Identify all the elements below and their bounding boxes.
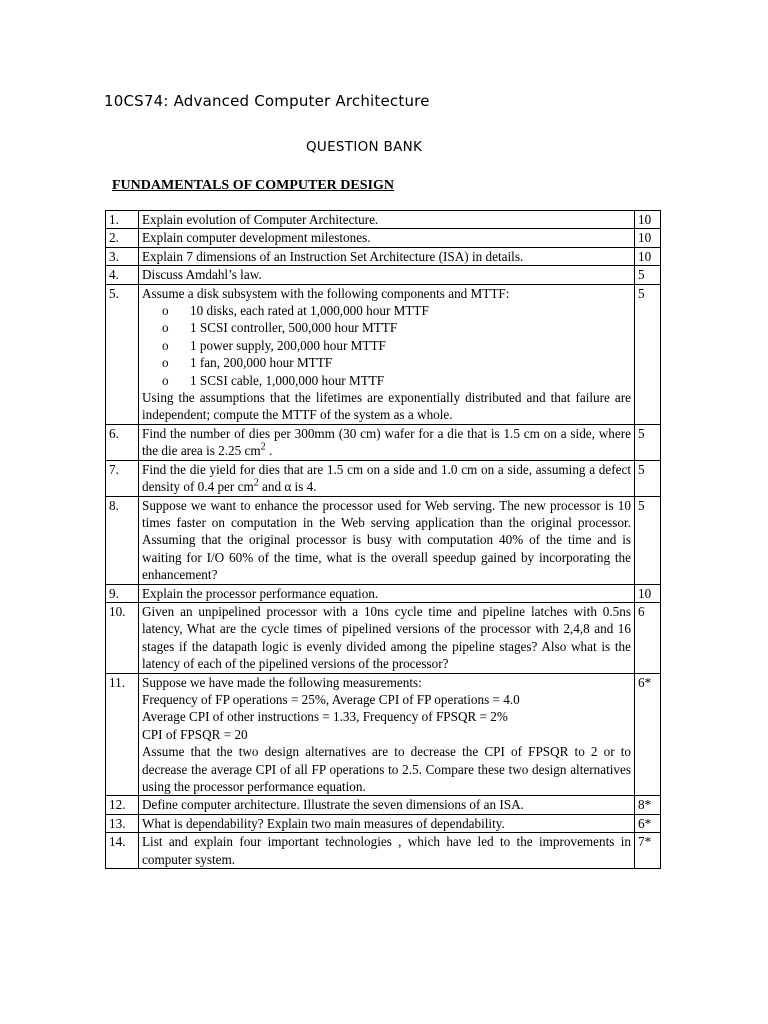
course-title: 10CS74: Advanced Computer Architecture xyxy=(104,92,430,110)
question-number: 9. xyxy=(106,584,139,602)
question-marks: 7* xyxy=(635,833,661,869)
question-marks: 5 xyxy=(635,424,661,460)
list-item xyxy=(162,302,631,319)
question-row xyxy=(106,496,661,584)
question-text xyxy=(139,460,635,496)
list-item xyxy=(162,354,631,371)
superscript: 2 xyxy=(260,441,266,453)
question-marks: 5 xyxy=(635,266,661,284)
question-table xyxy=(105,210,661,869)
question-text: What is dependability? Explain two main measures of dependability. xyxy=(139,814,635,832)
question-text: List and explain four important technologies , which have led to the improvements in computer system. xyxy=(139,833,635,869)
question-row xyxy=(106,673,661,796)
list-item-text: 1 fan, 200,000 hour MTTF xyxy=(190,355,333,371)
question-marks: 6* xyxy=(635,814,661,832)
measurement-line: CPI of FPSQR = 20 xyxy=(142,726,248,742)
list-item-text: 1 SCSI cable, 1,000,000 hour MTTF xyxy=(190,372,385,388)
question-bank-title: QUESTION BANK xyxy=(306,139,423,155)
question-marks: 10 xyxy=(635,229,661,247)
question-text-part: and α is 4. xyxy=(258,479,317,495)
question-number: 13. xyxy=(106,814,139,832)
question-number: 1. xyxy=(106,211,139,229)
question-row xyxy=(106,211,661,229)
superscript: 2 xyxy=(253,477,259,489)
section-title: FUNDAMENTALS OF COMPUTER DESIGN xyxy=(112,178,394,193)
question-text xyxy=(139,424,635,460)
question-marks: 8* xyxy=(635,796,661,814)
question-row xyxy=(106,229,661,247)
question-row xyxy=(106,284,661,424)
question-intro: Assume a disk subsystem with the following components and MTTF: xyxy=(142,285,510,301)
question-marks: 6 xyxy=(635,602,661,673)
question-text: Explain computer development milestones. xyxy=(139,229,635,247)
question-row xyxy=(106,796,661,814)
measurement-line: Suppose we have made the following measurements: xyxy=(142,674,422,690)
question-text xyxy=(139,673,635,796)
question-row xyxy=(106,424,661,460)
question-number: 12. xyxy=(106,796,139,814)
question-outro: Using the assumptions that the lifetimes are exponentially distributed and that failure are independent; compute the MTTF of the system as a whole. xyxy=(142,390,631,423)
question-row xyxy=(106,814,661,832)
list-item xyxy=(162,319,631,336)
bullet-marker: o xyxy=(162,337,169,353)
bullet-marker: o xyxy=(162,355,169,371)
question-text: Discuss Amdahl’s law. xyxy=(139,266,635,284)
question-marks: 5 xyxy=(635,496,661,584)
list-item-text: 1 SCSI controller, 500,000 hour MTTF xyxy=(190,320,398,336)
question-text: Explain evolution of Computer Architecture. xyxy=(139,211,635,229)
bullet-marker: o xyxy=(162,372,169,388)
question-row xyxy=(106,460,661,496)
list-item-text: 10 disks, each rated at 1,000,000 hour MTTF xyxy=(190,303,429,319)
measurement-line: Frequency of FP operations = 25%, Average CPI of FP operations = 4.0 xyxy=(142,691,520,707)
question-row xyxy=(106,833,661,869)
question-number: 10. xyxy=(106,602,139,673)
question-row xyxy=(106,584,661,602)
question-text-part: . xyxy=(265,443,273,459)
question-marks: 5 xyxy=(635,460,661,496)
component-list xyxy=(142,302,631,389)
question-number: 2. xyxy=(106,229,139,247)
question-text: Explain 7 dimensions of an Instruction Set Architecture (ISA) in details. xyxy=(139,247,635,265)
question-row xyxy=(106,602,661,673)
question-number: 5. xyxy=(106,284,139,424)
question-marks: 10 xyxy=(635,247,661,265)
measurement-line: Average CPI of other instructions = 1.33, Frequency of FPSQR = 2% xyxy=(142,709,508,725)
question-text: Define computer architecture. Illustrate the seven dimensions of an ISA. xyxy=(139,796,635,814)
question-number: 7. xyxy=(106,460,139,496)
question-number: 11. xyxy=(106,673,139,796)
question-number: 14. xyxy=(106,833,139,869)
question-number: 8. xyxy=(106,496,139,584)
question-text: Suppose we want to enhance the processor used for Web serving. The new processor is 10 times faster on computation in the Web serving application than the original processor. Assuming that the original processor is busy with computation 40% of the time and is waiting for I/O 60% of the time, what is the overall speedup gained by incorporating the enhancement? xyxy=(139,496,635,584)
question-number: 4. xyxy=(106,266,139,284)
question-text: Explain the processor performance equation. xyxy=(139,584,635,602)
question-marks: 5 xyxy=(635,284,661,424)
list-item xyxy=(162,337,631,354)
bullet-marker: o xyxy=(162,303,169,319)
question-text xyxy=(139,284,635,424)
question-row xyxy=(106,266,661,284)
bullet-marker: o xyxy=(162,320,169,336)
question-marks: 10 xyxy=(635,584,661,602)
question-text-part: Find the die yield for dies that are 1.5 cm on a side and 1.0 cm on a side, assuming a defect density of 0.4 per cm xyxy=(142,461,631,495)
question-number: 3. xyxy=(106,247,139,265)
question-row xyxy=(106,247,661,265)
question-number: 6. xyxy=(106,424,139,460)
question-text: Given an unpipelined processor with a 10ns cycle time and pipeline latches with 0.5ns latency, What are the cycle times of pipelined versions of the processor with 2,4,8 and 16 stages if the datapath logic is evenly divided among the pipeline stages? Also what is the latency of each of the pipelined versions of the processor? xyxy=(139,602,635,673)
question-outro: Assume that the two design alternatives are to decrease the CPI of FPSQR to 2 or to decrease the average CPI of all FP operations to 2.5. Compare these two design alternatives using the processor performance equation. xyxy=(142,744,631,794)
list-item-text: 1 power supply, 200,000 hour MTTF xyxy=(190,337,386,353)
question-marks: 10 xyxy=(635,211,661,229)
question-text-part: Find the number of dies per 300mm (30 cm) wafer for a die that is 1.5 cm on a side, where the die area is 2.25 cm xyxy=(142,425,631,459)
list-item xyxy=(162,372,631,389)
question-marks: 6* xyxy=(635,673,661,796)
